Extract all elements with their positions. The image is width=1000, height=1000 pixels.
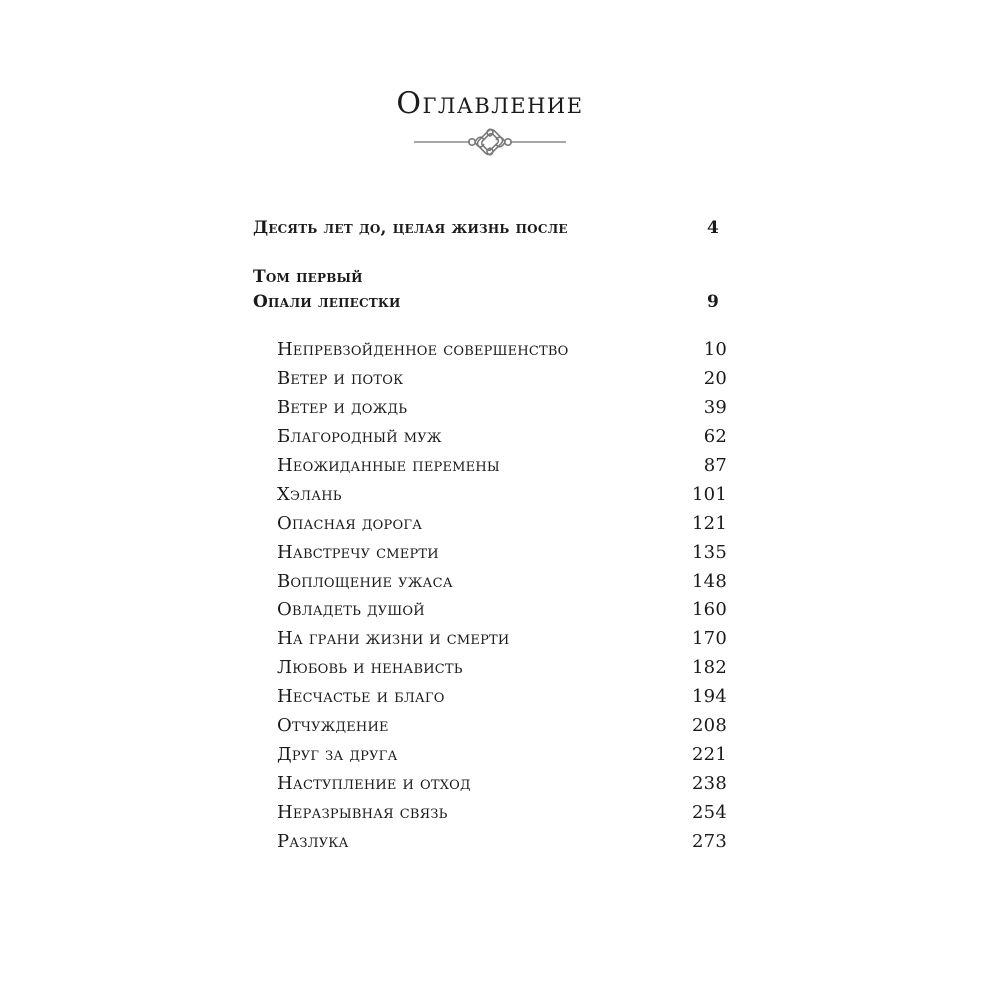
toc-volume-label <box>253 264 719 290</box>
toc-page-number: 194 <box>692 686 727 707</box>
toc-entry-title: Хэлань <box>277 484 342 505</box>
toc-entry-title: На грани жизни и смерти <box>277 628 510 649</box>
toc-chapter-row[interactable] <box>277 395 727 421</box>
toc-page-number: 254 <box>692 802 727 823</box>
toc-page-number: 87 <box>703 455 727 476</box>
toc-entry-title: Разлука <box>277 831 349 852</box>
toc-page-number: 10 <box>703 339 727 360</box>
toc-page-number: 170 <box>692 628 727 649</box>
toc-chapter-row[interactable] <box>277 800 727 826</box>
toc-entry-title: Неразрывная связь <box>277 802 448 823</box>
toc-entry-title: Воплощение ужаса <box>277 571 453 592</box>
toc-page-number: 160 <box>692 599 727 620</box>
toc-page-number: 273 <box>692 831 727 852</box>
toc-chapter-row[interactable] <box>277 424 727 450</box>
toc-page-number: 208 <box>692 715 727 736</box>
toc-page-number: 4 <box>706 218 719 238</box>
toc-entry-title: Опасная дорога <box>277 513 423 534</box>
toc-chapter-row[interactable] <box>277 684 727 710</box>
toc-page-number: 121 <box>692 513 727 534</box>
toc-page-number: 101 <box>692 484 727 505</box>
toc-page-number: 238 <box>692 773 727 794</box>
toc-entry-title: Овладеть душой <box>277 599 425 620</box>
toc-chapter-row[interactable] <box>277 829 727 855</box>
toc-entry-title: Опали лепестки <box>253 292 401 312</box>
toc-chapter-row[interactable] <box>277 511 727 537</box>
toc-entry-title: Любовь и ненависть <box>277 657 463 678</box>
toc-entry-title: Десять лет до, целая жизнь после <box>253 218 568 238</box>
endless-knot-ornament-icon <box>414 126 566 158</box>
toc-entry-title: Ветер и дождь <box>277 397 408 418</box>
toc-preface-row[interactable] <box>253 215 719 241</box>
page-title: Оглавление <box>396 86 584 121</box>
toc-entry-title: Непревзойденное совершенство <box>277 339 569 360</box>
toc-chapter-row[interactable] <box>277 742 727 768</box>
toc-entry-title: Навстречу смерти <box>277 542 439 563</box>
toc-page-number: 182 <box>692 657 727 678</box>
toc-chapter-row[interactable] <box>277 453 727 479</box>
toc-page-number: 20 <box>703 368 727 389</box>
toc-entry-title: Ветер и поток <box>277 368 404 389</box>
toc-entry-title: Неожиданные перемены <box>277 455 500 476</box>
toc-chapter-row[interactable] <box>277 540 727 566</box>
toc-chapter-row[interactable] <box>277 655 727 681</box>
toc-page-number: 9 <box>706 292 719 312</box>
toc-page-number: 39 <box>703 397 727 418</box>
toc-chapter-row[interactable] <box>277 771 727 797</box>
toc-page-number: 62 <box>703 426 727 447</box>
toc-entry-title: Друг за друга <box>277 744 398 765</box>
toc-chapter-row[interactable] <box>277 597 727 623</box>
toc-chapter-row[interactable] <box>277 713 727 739</box>
toc-entry-title: Благородный муж <box>277 426 442 447</box>
toc-page-number: 148 <box>692 571 727 592</box>
volume-label: Том первый <box>253 267 363 287</box>
toc-page-number: 135 <box>692 542 727 563</box>
toc-entry-title: Отчуждение <box>277 715 389 736</box>
toc-entry-title: Несчастье и благо <box>277 686 445 707</box>
toc-chapter-row[interactable] <box>277 569 727 595</box>
toc-page-number: 221 <box>692 744 727 765</box>
toc-entry-title: Наступление и отход <box>277 773 471 794</box>
toc-chapter-row[interactable] <box>277 337 727 363</box>
toc-chapter-row[interactable] <box>277 626 727 652</box>
toc-volume-row[interactable] <box>253 289 719 315</box>
toc-chapter-row[interactable] <box>277 366 727 392</box>
toc-chapter-row[interactable] <box>277 482 727 508</box>
